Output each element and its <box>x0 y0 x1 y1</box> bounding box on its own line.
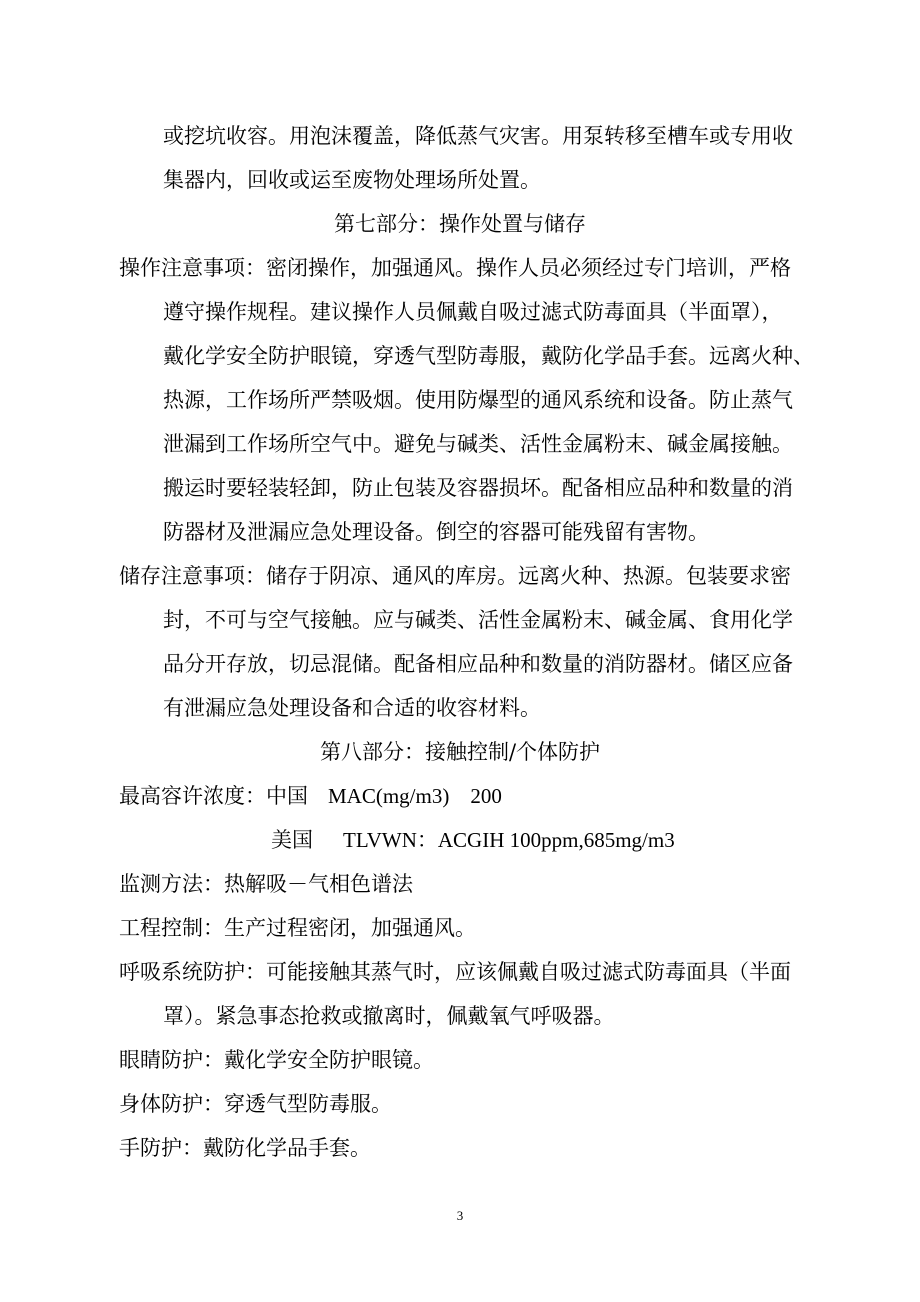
china-country: 中国 <box>266 784 308 808</box>
respiratory-line-2: 罩）。紧急事态抢救或撤离时，佩戴氧气呼吸器。 <box>163 1004 615 1028</box>
max-concentration-label: 最高容许浓度： <box>119 784 266 808</box>
max-concentration-row-usa <box>271 825 675 855</box>
hand-protection: 手防护：戴防化学品手套。 <box>119 1136 371 1160</box>
storage-notes-line-3: 品分开存放，切忌混储。配备相应品种和数量的消防器材。储区应备 <box>163 652 793 676</box>
storage-notes-line-1: 储存注意事项：储存于阴凉、通风的库房。远离火种、热源。包装要求密 <box>119 564 791 588</box>
eye-protection: 眼睛防护：戴化学安全防护眼镜。 <box>119 1048 434 1072</box>
page-number: 3 <box>456 1208 464 1223</box>
max-concentration-row-china <box>119 781 502 811</box>
operation-notes-line-2: 遵守操作规程。建议操作人员佩戴自吸过滤式防毒面具（半面罩）， <box>163 300 783 324</box>
storage-notes-line-2: 封，不可与空气接触。应与碱类、活性金属粉末、碱金属、食用化学 <box>163 608 793 632</box>
operation-notes-line-1: 操作注意事项：密闭操作，加强通风。操作人员必须经过专门培训，严格 <box>119 256 791 280</box>
usa-country: 美国 <box>271 828 313 852</box>
spill-text-line-2: 集器内，回收或运至废物处理场所处置。 <box>163 168 541 192</box>
engineering-control: 工程控制：生产过程密闭，加强通风。 <box>119 916 476 940</box>
monitoring-method: 监测方法：热解吸－气相色谱法 <box>119 872 413 896</box>
body-protection: 身体防护：穿透气型防毒服。 <box>119 1092 392 1116</box>
operation-notes-line-4: 热源，工作场所严禁吸烟。使用防爆型的通风系统和设备。防止蒸气 <box>163 388 793 412</box>
usa-value: TLVWN：ACGIH 100ppm,685mg/m3 <box>343 828 675 852</box>
storage-notes-line-4: 有泄漏应急处理设备和合适的收容材料。 <box>163 696 541 720</box>
operation-notes-line-7: 防器材及泄漏应急处理设备。倒空的容器可能残留有害物。 <box>163 520 709 544</box>
spill-text-line-1: 或挖坑收容。用泡沫覆盖，降低蒸气灾害。用泵转移至槽车或专用收 <box>163 124 793 148</box>
china-value: MAC(mg/m3) 200 <box>328 784 502 808</box>
operation-notes-line-6: 搬运时要轻装轻卸，防止包装及容器损坏。配备相应品种和数量的消 <box>163 476 793 500</box>
section7-heading: 第七部分：操作处置与储存 <box>334 212 586 236</box>
section8-heading: 第八部分：接触控制/个体防护 <box>319 740 601 764</box>
respiratory-line-1: 呼吸系统防护：可能接触其蒸气时，应该佩戴自吸过滤式防毒面具（半面 <box>119 960 791 984</box>
operation-notes-line-5: 泄漏到工作场所空气中。避免与碱类、活性金属粉末、碱金属接触。 <box>163 432 793 456</box>
operation-notes-line-3: 戴化学安全防护眼镜，穿透气型防毒服，戴防化学品手套。远离火种、 <box>163 344 814 368</box>
